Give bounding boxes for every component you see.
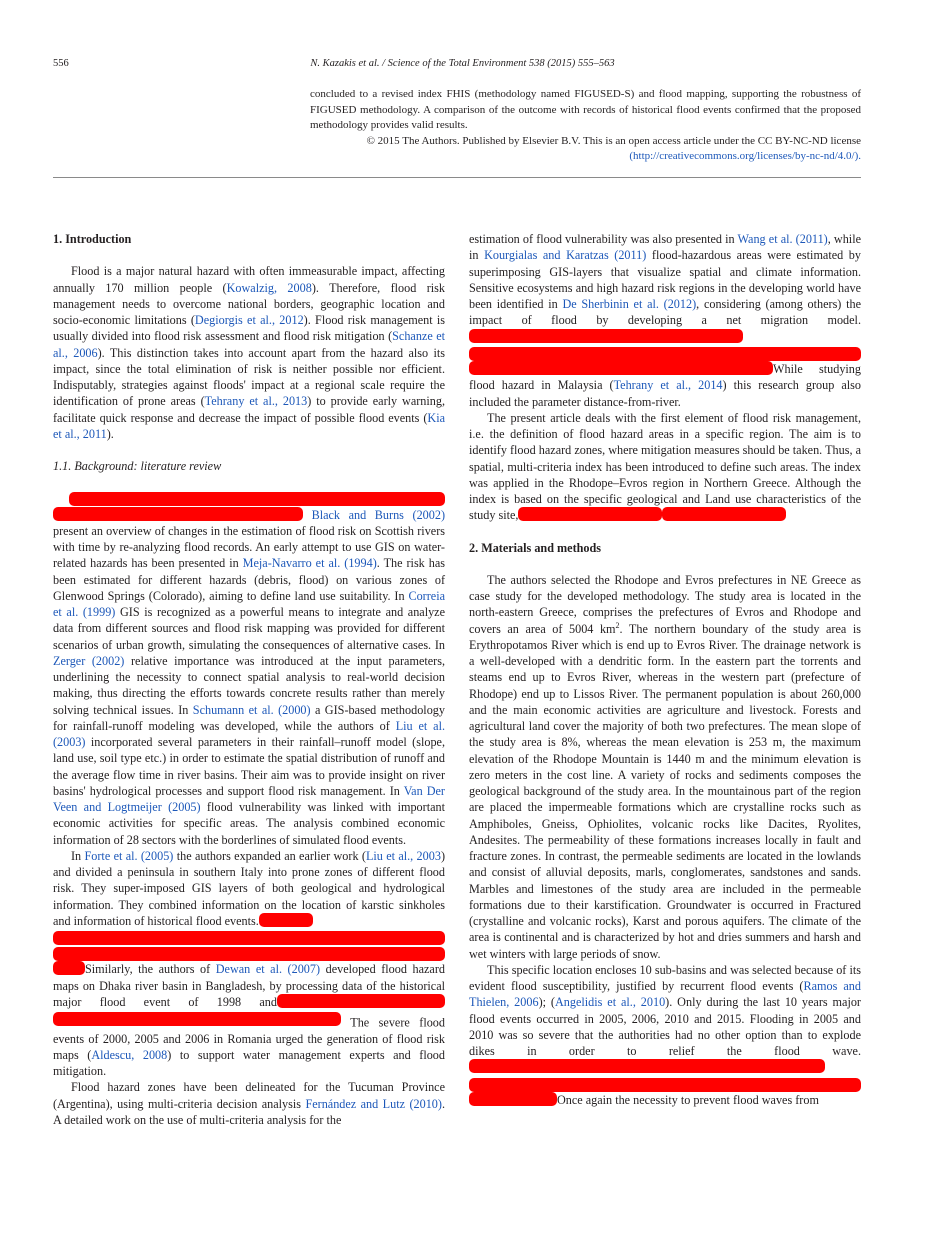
intro-paragraph-4: Flood hazard zones have been delineated for the Tucuman Province (Argentina), using multi-criteria decision analysis Fernández and Lutz (2010). A detailed work on the use of multi-criteria analysis for the <box>53 1080 445 1127</box>
running-title: N. Kazakis et al. / Science of the Total Environment 538 (2015) 555–563 <box>310 58 615 69</box>
redaction-bar <box>53 507 303 521</box>
citation-link[interactable]: Degiorgis et al., 2012 <box>194 313 304 327</box>
intro-paragraph-3: In Forte et al. (2005) the authors expanded an earlier work (Liu et al., 2003) and divided a peninsula in southern Italy into prone zones of different flood risk. They super-imposed GIS layers of both geological and hydrological information. They combined information on the location of karstic sinkholes and information of historical flood events. Similarly, the authors of Dewan et al. (2007) developed flood hazard maps on Dhaka river basin in Bangladesh, by processing data of the historical major flood event of 1998 and The severe flood events of 2000, 2005 and 2006 in Romania urged the generation of flood risk maps (Aldescu, 2008) to support water management experts and flood mitigation. <box>53 848 445 1078</box>
intro-paragraph-1: Flood is a major natural hazard with often immeasurable impact, affecting annually 170 million people (Kowalzig, 2008). Therefore, flood risk management needs to overcome national borders, geographic location and socio-economic limitations (Degiorgis et al., 2012). Flood risk management is usually divided into flood risk assessment and flood risk mitigation (Schanze et al., 2006). This distinction takes into account apart from the hazard also its impact, since the total elimination of risk is neither possible nor efficient. Indisputably, strategies against floods' impact at a regional scale require the identification of prone areas (Tehrany et al., 2013) to provide early warning, facilitate quick response and decrease the impact of possible flood events (Kia et al., 2011). <box>53 264 446 441</box>
citation-link[interactable]: Meja-Navarro et al. (1994) <box>242 556 377 571</box>
redaction-bar <box>53 947 445 961</box>
citation-link[interactable]: Aldescu, 2008 <box>91 1047 168 1062</box>
redaction-bar <box>662 507 786 521</box>
redaction-bar <box>469 1092 557 1106</box>
redaction-bar <box>469 1059 825 1073</box>
citation-link[interactable]: Liu et al. (2003) <box>53 718 445 749</box>
subsection-heading-background: 1.1. Background: literature review <box>53 459 222 473</box>
citation-link[interactable]: Black and Burns (2002) <box>311 507 445 522</box>
left-column <box>53 231 445 1128</box>
citation-link[interactable]: Tehrany et al., 2013 <box>204 394 308 409</box>
citation-link[interactable]: Liu et al., 2003 <box>365 848 441 863</box>
redaction-bar <box>259 913 313 927</box>
citation-link[interactable]: Ramos and Thielen, 2006 <box>469 979 861 1010</box>
redaction-bar <box>469 361 773 375</box>
intro-paragraph-aim: The present article deals with the first element of flood risk management, i.e. the definition of flood hazard areas in a specific region. The aim is to identify flood hazard zones, where mitigation measures should be taken. Thus, a spatial, multi-criteria index has been introduced to define such areas. The index was applied in the Rhodope–Evros region in Northern Greece. Although the index is based on the specific geological and Land use characteristics of the study site, <box>469 410 861 523</box>
citation-link[interactable]: Van Der Veen and Logtmeijer (2005) <box>53 783 445 814</box>
citation-link[interactable]: Correia et al. (1999) <box>53 588 445 619</box>
section-heading-introduction: 1. Introduction <box>53 232 132 246</box>
citation-link[interactable]: De Sherbinin et al. (2012) <box>562 297 697 311</box>
redaction-bar <box>53 931 445 945</box>
redaction-bar <box>518 507 662 521</box>
abstract-text: concluded to a revised index FHIS (methodology named FIGUSED-S) and flood mapping, supporting the robustness of FIGUSED methodology. A comparison of the outcome with records of historical flood events confirmed that the proposed methodology provides valid results. <box>310 88 861 131</box>
section-heading-materials-methods: 2. Materials and methods <box>469 540 602 555</box>
redaction-bar <box>469 329 743 343</box>
abstract <box>310 87 861 165</box>
license-text: © 2015 The Authors. Published by Elsevier B.V. This is an open access article under the CC BY-NC-ND license <box>366 134 861 147</box>
methods-paragraph-1: The authors selected the Rhodope and Evros prefectures in NE Greece as case study for the developed methodology. The study area is located in the north-eastern Greece, comprises the prefectures of Evros and Rhodope and covers an area of 5004 $km^2$. The northern boundary of the study area is Erythropotamos River which is end up to Evros River. The drainage network is a well-developed with a dendritic form. In the eastern part the torrents and steams end up to Evros River, whereas in the western part (prefecture of Rhodope) end up to Lissos River. The permanent population is about 260,000 and the main economic activities are agriculture and livestock. Forests and agricultural land cover the majority of both two prefectures. The mean slope of the study area is 8%, whereas the mean elevation is 253 m, the maximum elevation of the Rhodope Mountain is 1440 m and the minimum elevation is zero meters in the cost line. A variety of rocks and sediments composes the geological background of the study area. In the mountainous part of the region are placed the impermeable formations which are crystalline rocks such as Amphiboles, Gneiss, Ophiolites, volcanic rocks like Dacites, Ryolites, Andesites. The permeability of these formations increases locally in fault and fracture zones. In contrast, the permeable sediments are located in the lowlands and consist of alluvial deposits, marls, conglomerates, sandstones and sands. Marbles and limestones of the study area are included in the permeable formations due to their karstification. Groundwater is occurred in Fractured (crystalline and volcanic rocks), Karst and porous aquifers. The climate of the area is continental and is characterized by hot and dries summers and harsh and wet winters with large periods of snow. <box>469 572 862 961</box>
citation-link[interactable]: Wang et al. (2011) <box>737 232 828 246</box>
license-line <box>310 134 861 165</box>
citation-link[interactable]: Kowalzig, 2008 <box>226 280 312 295</box>
citation-link[interactable]: Zerger (2002) <box>53 653 125 668</box>
right-column <box>469 231 861 1108</box>
methods-paragraph-2: This specific location encloses 10 sub-basins and was selected because of its evident flood susceptibility, justified by recurrent flood events (Ramos and Thielen, 2006); (Angelidis et al., 2010). Only during the last 10 years major flood events occurred in 2005, 2006, 2010 and 2015. Flooding in 2005 and 2010 was so severe that the authorities had no other option than to explode dikes in order to relief the flood wave. Once again the necessity to prevent flood waves from <box>469 962 861 1107</box>
citation-link[interactable]: Forte et al. (2005) <box>84 848 174 863</box>
citation-link[interactable]: Schanze et al., 2006 <box>53 329 445 360</box>
citation-link[interactable]: Fernández and Lutz (2010) <box>305 1096 442 1111</box>
citation-link[interactable]: Dewan et al. (2007) <box>215 962 321 977</box>
citation-link[interactable]: Kia et al., 2011 <box>53 410 445 441</box>
citation-link[interactable]: Angelidis et al., 2010 <box>554 995 666 1010</box>
redaction-bar <box>69 492 445 506</box>
redaction-bar <box>53 1012 341 1026</box>
redaction-bar <box>469 347 861 361</box>
license-link[interactable]: (http://creativecommons.org/licenses/by-nc-nd/4.0/). <box>629 150 861 162</box>
intro-paragraph-continued: estimation of flood vulnerability was also presented in Wang et al. (2011), while in Kourgialas and Karatzas (2011) flood-hazardous areas were estimated by superimposing GIS-layers that visualize spatial and climate information. Sensitive ecosystems and high hazard risk regions in the developing world have been identified in De Sherbinin et al. (2012), considering (among others) the impact of flood by developing a net migration model. While studying flood hazard in Malaysia (Tehrany et al., 2014) this research group also included the parameter distance-from-river. <box>469 232 862 409</box>
redaction-bar <box>469 1078 861 1092</box>
redaction-bar <box>53 961 85 975</box>
redaction-bar <box>277 994 445 1008</box>
citation-link[interactable]: Tehrany et al., 2014 <box>613 378 723 393</box>
citation-link[interactable]: Schumann et al. (2000) <box>192 702 311 717</box>
page-number: 556 <box>53 58 69 69</box>
intro-paragraph-2: Black and Burns (2002) present an overview of changes in the estimation of flood risk on Scottish rivers with time by re-analyzing flood records. An early attempt to use GIS on water-related hazards has been presented in Meja-Navarro et al. (1994). The risk has been estimated for different hazards (debris, flood) on various zones of Glenwood Springs (Colorado), aiming to define land use suitability. In Correia et al. (1999) GIS is recognized as a powerful means to integrate and analyze data from different sources and flood risk mapping was provided for different scenarios of urban growth, simulating the consequences of alternative cases. In Zerger (2002) relative importance was introduced at the input parameters, underlining the necessity to connect spatial analysis to real-world decision making, thus directing the efforts towards concrete results rather than merely solving technical issues. In Schumann et al. (2000) a GIS-based methodology for rainfall-runoff modeling was developed, while the authors of Liu et al. (2003) incorporated several parameters in their rainfall–runoff model (slope, land use, soil type etc.) in order to estimate the spatial distribution of runoff and the average flow time in river basins. Their aim was to provide insight on river basins' hydrological processes and support flood risk management. In Van Der Veen and Logtmeijer (2005) flood vulnerability was linked with important economic activities for specific areas. The analysis combined economic information of 28 sectors with the borderlines of simulated flood events. <box>53 507 445 847</box>
citation-link[interactable]: Kourgialas and Karatzas (2011) <box>484 248 647 263</box>
divider <box>53 177 861 178</box>
